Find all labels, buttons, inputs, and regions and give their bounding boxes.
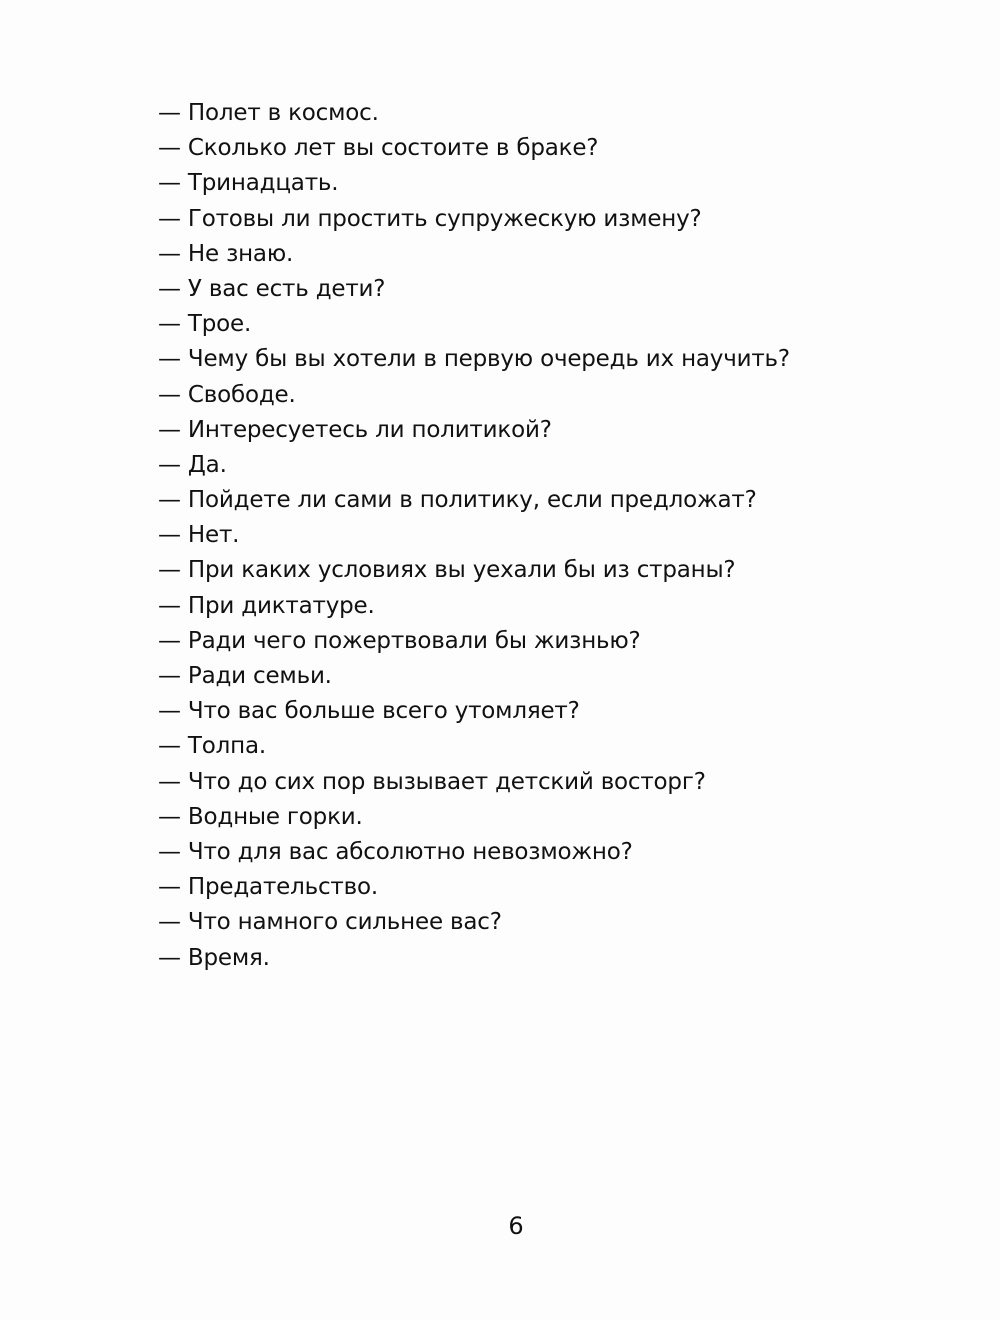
dialogue-line: — Не знаю. (158, 240, 294, 267)
dialogue-line: — Предательство. (158, 874, 378, 901)
dialogue-line: — Полет в космос. (158, 100, 379, 126)
dialogue-line: — Что вас больше всего утомляет? (158, 698, 580, 725)
dialogue-line: — Толпа. (158, 733, 266, 760)
dialogue-line: — При каких условиях вы уехали бы из страны? (158, 557, 736, 584)
dialogue-line: — Трое. (158, 311, 252, 338)
dialogue-line: — Время. (158, 944, 270, 971)
dialogue-line: — Ради чего пожертвовали бы жизнью? (158, 627, 641, 654)
dialogue-line: — Нет. (158, 522, 240, 549)
dialogue-line: — Водные горки. (158, 803, 363, 830)
interview-dialogue (158, 96, 790, 976)
dialogue-line: — Что до сих пор вызывает детский восторг? (158, 768, 706, 795)
dialogue-line: — Свободе. (158, 381, 296, 408)
dialogue-line: — Ради семьи. (158, 663, 332, 689)
page-number: 6 (508, 1212, 524, 1240)
dialogue-line: — Пойдете ли сами в политику, если предложат? (158, 487, 757, 514)
dialogue-line: — При диктатуре. (158, 592, 375, 619)
dialogue-line: — У вас есть дети? (158, 275, 386, 302)
dialogue-line: — Тринадцать. (158, 170, 339, 197)
dialogue-line: — Сколько лет вы состоите в браке? (158, 135, 599, 162)
dialogue-line: — Что для вас абсолютно невозможно? (158, 838, 633, 865)
dialogue-line: — Готовы ли простить супружескую измену? (158, 205, 702, 232)
dialogue-line: — Что намного сильнее вас? (158, 909, 502, 936)
dialogue-line: — Чему бы вы хотели в первую очередь их научить? (158, 346, 790, 373)
dialogue-line: — Интересуетесь ли политикой? (158, 416, 552, 443)
dialogue-line: — Да. (158, 451, 227, 478)
